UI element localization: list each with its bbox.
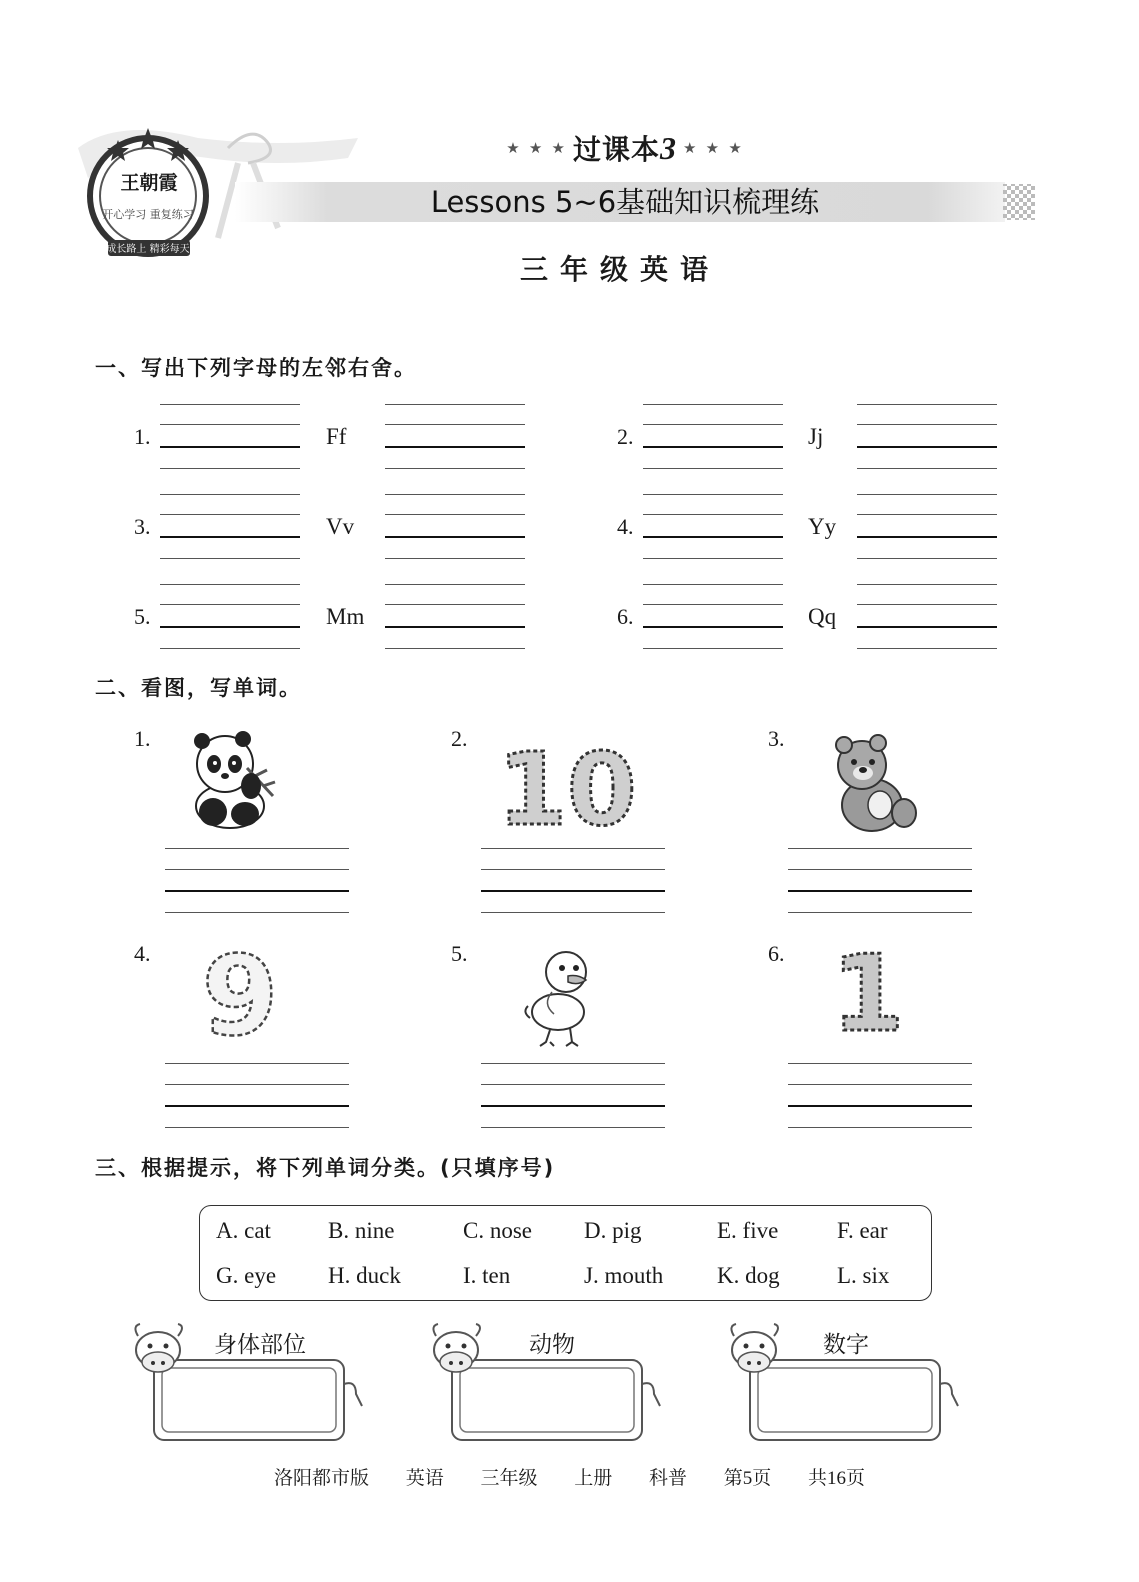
q2-left-answer[interactable] — [643, 404, 783, 494]
word-item: L. six — [837, 1263, 890, 1288]
q5-right-answer[interactable] — [385, 584, 525, 674]
page-footer — [0, 1463, 1139, 1490]
q3-letter: Vv — [326, 514, 355, 539]
word-item: A. cat — [216, 1218, 271, 1243]
number-ten-icon — [497, 731, 637, 848]
word-item: D. pig — [584, 1218, 642, 1243]
q2-number: 2. — [617, 424, 634, 449]
duck-icon — [522, 942, 602, 1050]
panda-icon — [185, 728, 280, 830]
q5-letter: Mm — [326, 604, 365, 629]
q6-letter: Qq — [808, 604, 837, 629]
footer-subject: 英语 — [405, 1468, 444, 1489]
word-item: J. mouth — [584, 1263, 664, 1288]
word-item: G. eye — [216, 1263, 277, 1288]
picture3-answer[interactable] — [788, 848, 972, 918]
category-numbers-label: 数字 — [823, 1332, 869, 1358]
q6-number: 6. — [617, 604, 634, 629]
q3-number: 3. — [134, 514, 151, 539]
word-item: H. duck — [328, 1263, 401, 1288]
stars-left: ★ ★ ★ — [506, 139, 567, 157]
svg-text:1: 1 — [831, 933, 905, 1055]
section1-heading: 一、写出下列字母的左邻右舍。 — [95, 356, 417, 380]
svg-text:成长路上 精彩每天: 成长路上 精彩每天 — [106, 244, 190, 255]
picture6-number: 6. — [768, 941, 785, 966]
word-item: K. dog — [717, 1263, 780, 1288]
volume-number: 3 — [660, 129, 677, 166]
footer-publisher: 科普 — [649, 1468, 688, 1489]
q2-letter: Jj — [808, 424, 824, 449]
q6-right-answer[interactable] — [857, 584, 997, 674]
footer-grade: 三年级 — [480, 1468, 538, 1489]
picture5-number: 5. — [451, 941, 468, 966]
word-item: B. nine — [328, 1218, 395, 1243]
q4-right-answer[interactable] — [857, 494, 997, 584]
picture1-answer[interactable] — [165, 848, 349, 918]
q1-right-answer[interactable] — [385, 404, 525, 494]
bear-icon — [830, 735, 920, 835]
word-bank — [199, 1205, 932, 1301]
svg-text:开心学习 重复练习: 开心学习 重复练习 — [102, 208, 194, 221]
word-item: I. ten — [463, 1263, 511, 1288]
q1-left-answer[interactable] — [160, 404, 300, 494]
q1-letter: Ff — [326, 424, 347, 449]
grade-title: 三年级英语 — [519, 253, 720, 286]
q3-right-answer[interactable] — [385, 494, 525, 584]
category-body-label: 身体部位 — [214, 1332, 306, 1358]
footer-volume: 上册 — [574, 1468, 613, 1489]
number-nine-icon — [198, 932, 288, 1060]
category-animals-label: 动物 — [529, 1332, 575, 1358]
series-name: 过课本 — [572, 133, 660, 166]
number-one-icon — [831, 933, 905, 1055]
q5-number: 5. — [134, 604, 151, 629]
series-subtitle — [500, 128, 750, 168]
picture2-answer[interactable] — [481, 848, 665, 918]
footer-page: 第5页 — [723, 1468, 772, 1489]
footer-total: 共16页 — [808, 1468, 866, 1489]
q5-left-answer[interactable] — [160, 584, 300, 674]
word-item: E. five — [717, 1218, 779, 1243]
picture5-answer[interactable] — [481, 1063, 665, 1133]
section3-heading: 三、根据提示，将下列单词分类。(只填序号) — [95, 1156, 556, 1180]
word-item: C. nose — [463, 1218, 532, 1243]
q3-left-answer[interactable] — [160, 494, 300, 584]
svg-text:10: 10 — [497, 731, 637, 848]
q4-left-answer[interactable] — [643, 494, 783, 584]
word-item: F. ear — [837, 1218, 888, 1243]
logo-text: 王朝霞 — [120, 172, 178, 194]
picture1-number: 1. — [134, 726, 151, 751]
lesson-title: Lessons 5~6基础知识梳理练 — [430, 185, 820, 219]
picture6-answer[interactable] — [788, 1063, 972, 1133]
q6-left-answer[interactable] — [643, 584, 783, 674]
stars-right: ★ ★ ★ — [683, 139, 744, 157]
picture2-number: 2. — [451, 726, 468, 751]
section2-heading: 二、看图，写单词。 — [95, 676, 302, 700]
picture4-number: 4. — [134, 941, 151, 966]
q4-number: 4. — [617, 514, 634, 539]
q1-number: 1. — [134, 424, 151, 449]
picture4-answer[interactable] — [165, 1063, 349, 1133]
footer-edition: 洛阳都市版 — [273, 1468, 369, 1489]
q4-letter: Yy — [808, 514, 837, 539]
svg-text:9: 9 — [201, 932, 279, 1060]
picture3-number: 3. — [768, 726, 785, 751]
q2-right-answer[interactable] — [857, 404, 997, 494]
